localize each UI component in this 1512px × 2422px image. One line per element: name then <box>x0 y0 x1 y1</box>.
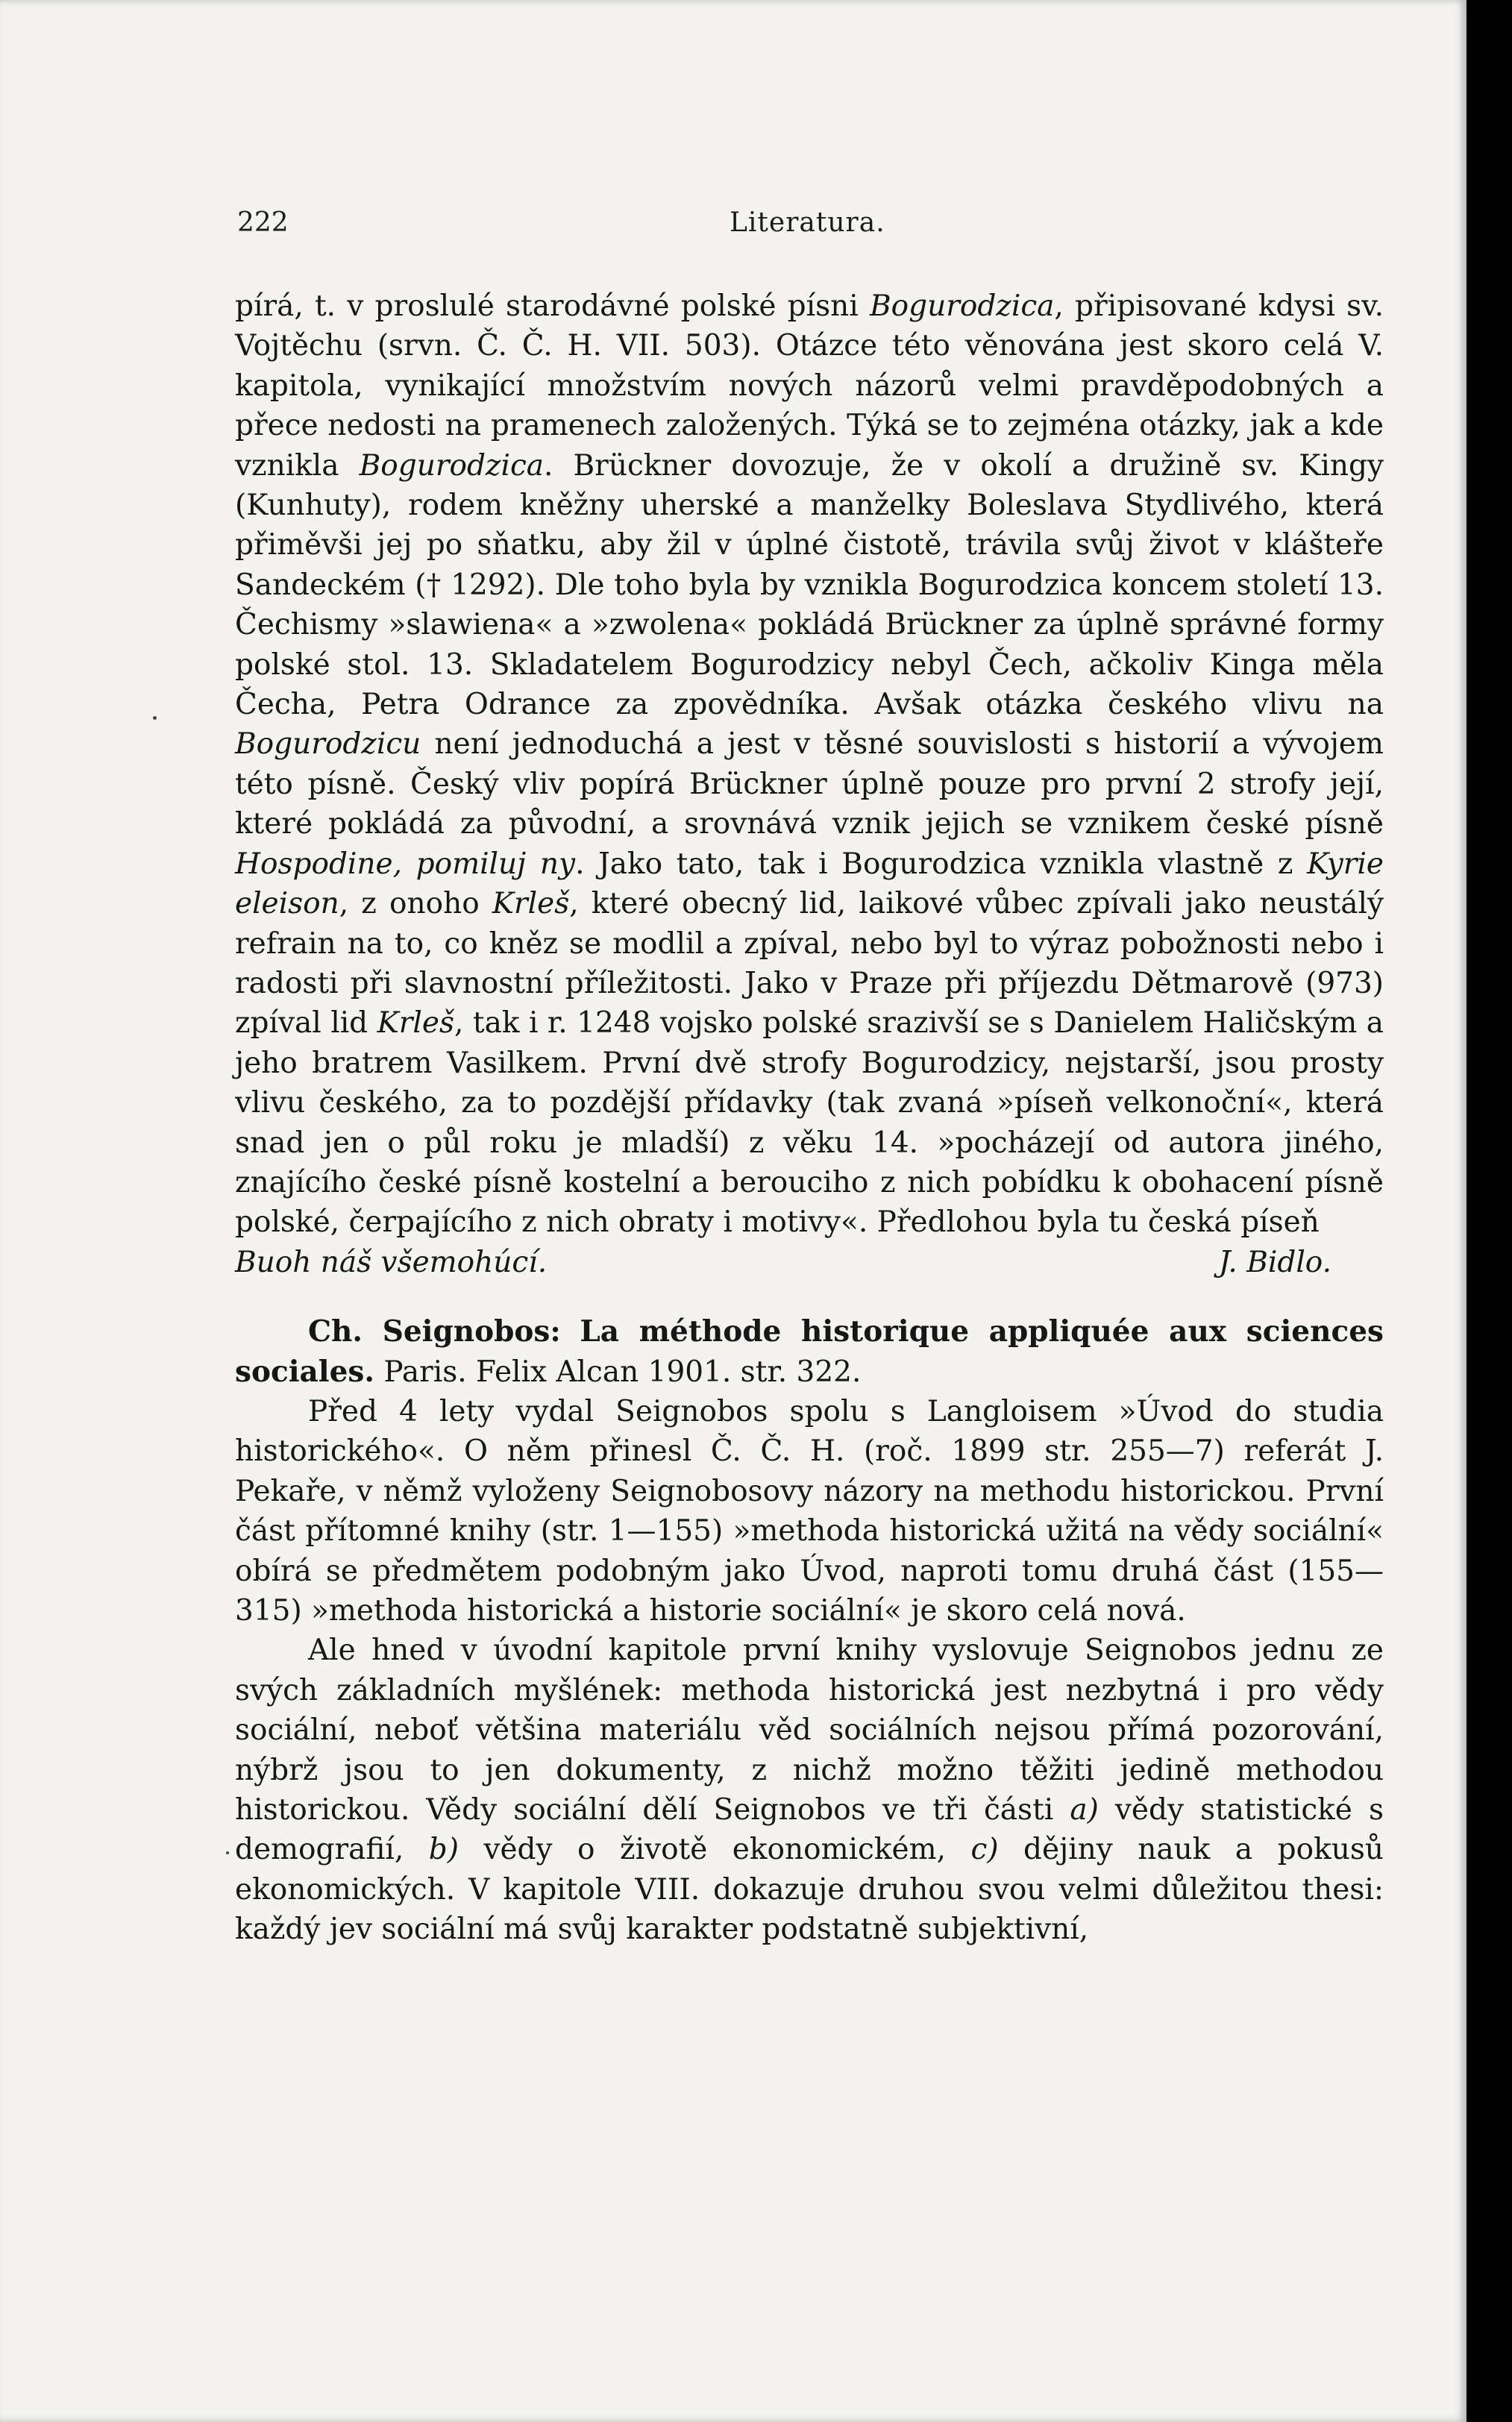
text-segment: Ale hned v úvodní kapitole první knihy vyslovuje Seignobos jednu ze svých základních myšlének: methoda historická jest nezbytná i pro vědy sociální, neboť většina materiálu věd sociálních nejsou přímá pozorování, nýbrž jsou to jen dokumenty, z nichž možno těžiti jedině methodou historickou. Vědy sociální dělí Seignobos ve tři části <box>235 1634 1384 1828</box>
text-segment: dějiny nauk a pokusů ekonomických. V kapitole VIII. dokazuje druhou svou velmi důležitou thesi: každý jev sociální má svůj karakter podstatně subjektivní, <box>235 1833 1384 1947</box>
list-marker: c) <box>970 1833 999 1867</box>
work-title: Kyrie eleison <box>235 847 1384 921</box>
work-title: Bogurodzica <box>359 448 545 483</box>
text-segment: , z onoho <box>339 887 480 921</box>
work-title: Buoh náš všemohúcí. <box>235 1245 548 1279</box>
text-segment: vědy statistické s demografií, <box>235 1793 1384 1867</box>
work-title: Hospodine, pomiluj ny <box>235 847 576 881</box>
list-marker: a) <box>1070 1793 1099 1828</box>
text-segment: není jednoduchá a jest v těsné souvislosti s historií a vývojem této písně. Český vliv popírá Brückner úplně pouze pro první 2 strofy její, které pokládá za původní, a srovnává vznik jejich se vznikem české písně <box>235 727 1384 841</box>
page-header <box>237 207 1393 245</box>
review-author: Ch. Seignobos: <box>308 1314 561 1349</box>
work-title: Bogurodzica <box>869 289 1055 323</box>
text-segment: . Jako tato, tak i Bogurodzica vznikla vlastně z <box>575 847 1293 881</box>
list-marker: b) <box>428 1833 459 1867</box>
text-segment: pírá, t. v proslulé starodávné polské písni <box>235 289 859 323</box>
work-title: Bogurodzicu <box>235 727 421 762</box>
review-heading <box>235 1312 1384 1392</box>
reviewer-signature: J. Bidlo. <box>1218 1245 1331 1279</box>
page-number: 222 <box>237 207 289 238</box>
text-segment: . Brückner dovozuje, že v okolí a družině sv. Kingy (Kunhuty), rodem kněžny uherské a manželky Boleslava Stydlivého, která přiměvši jej po sňatku, aby žil v úplné čistotě, trávila svůj život v klášteře Sandeckém († 1292). Dle toho byla by vznikla Bogurodzica koncem století 13. Čechismy »slawiena« a »zwolena« pokládá Brückner za úplně správné formy polské stol. 13. Skladatelem Bogurodzicy nebyl Čech, ačkoliv Kinga měla Čecha, Petra Odrance za zpovědníka. Avšak otázka českého vlivu na <box>235 448 1384 722</box>
review-paragraph <box>235 1631 1384 1949</box>
text-segment: vědy o životě ekonomickém, <box>483 1833 946 1867</box>
review-paragraph: Před 4 lety vydal Seignobos spolu s Langloisem »Úvod do studia historického«. O něm přinesl Č. Č. H. (roč. 1899 str. 255—7) referát J. Pekaře, v němž vyloženy Seignobosovy názory na methodu historickou. První část přítomné knihy (str. 1—155) »methoda historická užitá na vědy sociální« obírá se předmětem podobným jako Úvod, naproti tomu druhá část (155—315) »methoda historická a historie sociální« je skoro celá nová. <box>235 1394 1384 1628</box>
text-segment: , které obecný lid, laikové vůbec zpívali jako neustálý refrain na to, co kněz se modlil a zpíval, nebo byl to výraz pobožnosti nebo i radosti při slavnostní příležitosti. Jako v Praze při příjezdu Dětmarově (973) zpíval lid <box>235 887 1384 1041</box>
text-segment: , tak i r. 1248 vojsko polské srazivší se s Danielem Haličským a jeho bratrem Vasilkem. První dvě strofy Bogurodzicy, nejstarší, jsou prosty vlivu českého, za to pozdější přídavky (tak zvaná »píseň velkonoční«, která snad jen o půl roku je mladší) z věku 14. »pocházejí od autora jiného, znajícího české písně kostelní a berouciho z nich pobídku k obohacení písně polské, čerpajícího z nich obraty i motivy«. Předlohou byla tu česká píseň <box>235 1006 1384 1240</box>
review-book-title: La méthode historique appliquée aux sciences sociales. <box>235 1314 1384 1389</box>
text-segment: , připisované kdysi sv. Vojtěchu (srvn. Č. Č. H. VII. 503). Otázce této věnována jest skoro celá V. kapitola, vynikající množstvím nových názorů velmi pravděpodobných a přece nedosti na pramenech založených. Týká se to zejména otázky, jak a kde vznikla <box>235 289 1384 483</box>
paper-speck <box>153 716 157 720</box>
work-title: Krleš <box>377 1006 455 1041</box>
review-publication: Paris. Felix Alcan 1901. str. 322. <box>383 1355 862 1389</box>
page-body <box>235 286 1384 1950</box>
work-title: Krleš <box>492 887 570 921</box>
review-bogurodzica-paragraph <box>235 286 1384 1243</box>
running-title: Literatura. <box>730 207 885 238</box>
final-line <box>235 1243 1384 1282</box>
paper-speck <box>226 1851 229 1854</box>
